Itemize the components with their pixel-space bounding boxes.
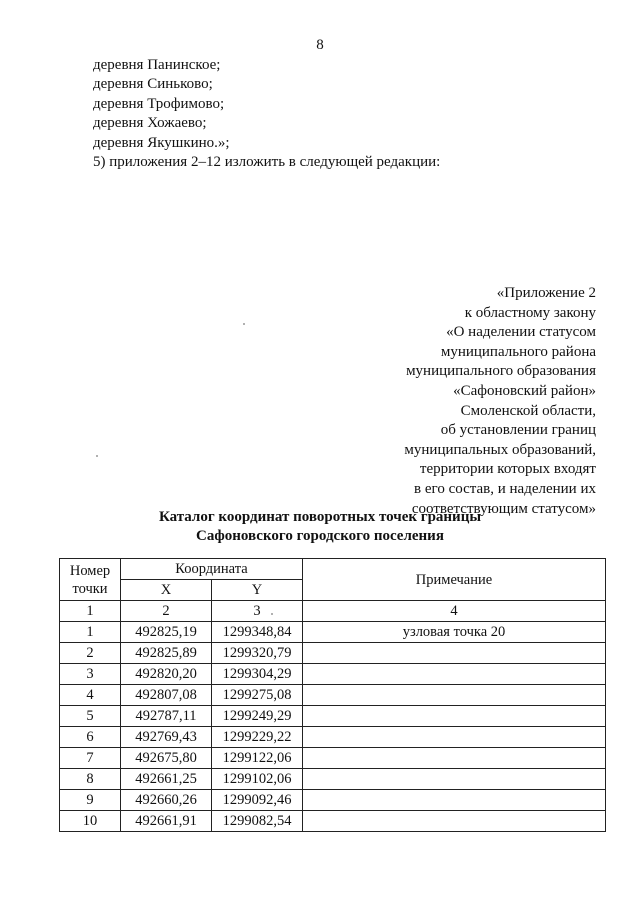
note-cell	[303, 811, 606, 832]
table-body	[60, 601, 606, 832]
intro-line: деревня Панинское;	[93, 57, 221, 73]
note-cell	[303, 790, 606, 811]
table-row	[60, 727, 606, 748]
header-note: Примечание	[303, 559, 606, 601]
table-row	[60, 769, 606, 790]
y-coordinate-cell: 1299229,22	[212, 727, 303, 748]
x-coordinate-cell: 492769,43	[121, 727, 212, 748]
page-number: 8	[316, 37, 324, 53]
table-row	[60, 664, 606, 685]
note-cell	[303, 706, 606, 727]
note-cell: узловая точка 20	[303, 622, 606, 643]
column-number-row	[60, 601, 606, 622]
x-coordinate-cell: 492825,19	[121, 622, 212, 643]
y-coordinate-cell: 1299304,29	[212, 664, 303, 685]
appendix-line: муниципального района	[440, 343, 596, 360]
appendix-line: «Сафоновский район»	[453, 382, 596, 399]
appendix-line: муниципального образования	[406, 363, 596, 380]
x-coordinate-cell: 492787,11	[121, 706, 212, 727]
y-coordinate-cell: 1299275,08	[212, 685, 303, 706]
y-coordinate-cell: 1299092,46	[212, 790, 303, 811]
point-number-cell: 8	[60, 769, 121, 790]
x-coordinate-cell: 492825,89	[121, 643, 212, 664]
intro-line: деревня Хожаево;	[93, 115, 207, 132]
table-row	[60, 811, 606, 832]
point-number-cell: 5	[60, 706, 121, 727]
x-coordinate-cell: 492661,25	[121, 769, 212, 790]
x-coordinate-cell: 492807,08	[121, 685, 212, 706]
header-x: X	[121, 580, 212, 601]
note-cell	[303, 748, 606, 769]
point-number-cell: 2	[60, 643, 121, 664]
intro-line: деревня Якушкино.»;	[93, 134, 230, 151]
scan-speck	[243, 323, 245, 325]
table-row	[60, 622, 606, 643]
note-cell	[303, 769, 606, 790]
x-coordinate-cell: 492820,20	[121, 664, 212, 685]
point-number-cell: 1	[60, 622, 121, 643]
scan-speck	[271, 613, 273, 615]
header-point-number: Номер точки	[60, 559, 121, 601]
point-number-cell: 9	[60, 790, 121, 811]
column-number: 2	[121, 601, 212, 622]
table-row	[60, 643, 606, 664]
header-y: Y	[212, 580, 303, 601]
catalog-title	[0, 508, 640, 546]
point-number-cell: 6	[60, 727, 121, 748]
appendix-line: к областному закону	[464, 304, 596, 321]
appendix-line: муниципальных образований,	[404, 441, 596, 458]
note-cell	[303, 643, 606, 664]
column-number: 4	[303, 601, 606, 622]
note-cell	[303, 685, 606, 706]
scan-speck	[96, 455, 98, 457]
coordinates-table	[59, 558, 606, 832]
appendix-line: соответствующим статусом»	[411, 500, 596, 517]
intro-line: 5) приложения 2–12 изложить в следующей редакции:	[93, 154, 441, 171]
table-row	[60, 685, 606, 706]
point-number-cell: 10	[60, 811, 121, 832]
header-coordinate: Координата	[121, 559, 303, 580]
column-number: 1	[60, 601, 121, 622]
y-coordinate-cell: 1299082,54	[212, 811, 303, 832]
point-number-cell: 3	[60, 664, 121, 685]
intro-line: деревня Синьково;	[93, 76, 213, 93]
y-coordinate-cell: 1299348,84	[212, 622, 303, 643]
appendix-heading	[296, 284, 596, 519]
intro-line: деревня Трофимово;	[93, 95, 225, 112]
point-number-cell: 4	[60, 685, 121, 706]
catalog-title-line: Каталог координат поворотных точек границы	[158, 509, 482, 525]
y-coordinate-cell: 1299122,06	[212, 748, 303, 769]
column-number: 3	[212, 601, 303, 622]
appendix-line: Смоленской области,	[460, 402, 596, 419]
note-cell	[303, 664, 606, 685]
table-row	[60, 790, 606, 811]
x-coordinate-cell: 492660,26	[121, 790, 212, 811]
table-row	[60, 748, 606, 769]
appendix-line: об установлении границ	[440, 422, 596, 439]
note-cell	[303, 727, 606, 748]
table-row	[60, 706, 606, 727]
appendix-line: «О наделении статусом	[446, 324, 596, 341]
x-coordinate-cell: 492661,91	[121, 811, 212, 832]
y-coordinate-cell: 1299320,79	[212, 643, 303, 664]
appendix-line: территории которых входят	[419, 461, 596, 478]
intro-text	[93, 56, 593, 172]
point-number-cell: 7	[60, 748, 121, 769]
y-coordinate-cell: 1299102,06	[212, 769, 303, 790]
catalog-title-line: Сафоновского городского поселения	[196, 528, 444, 544]
y-coordinate-cell: 1299249,29	[212, 706, 303, 727]
x-coordinate-cell: 492675,80	[121, 748, 212, 769]
appendix-line: в его состав, и наделении их	[414, 480, 596, 497]
appendix-line: «Приложение 2	[496, 285, 596, 301]
